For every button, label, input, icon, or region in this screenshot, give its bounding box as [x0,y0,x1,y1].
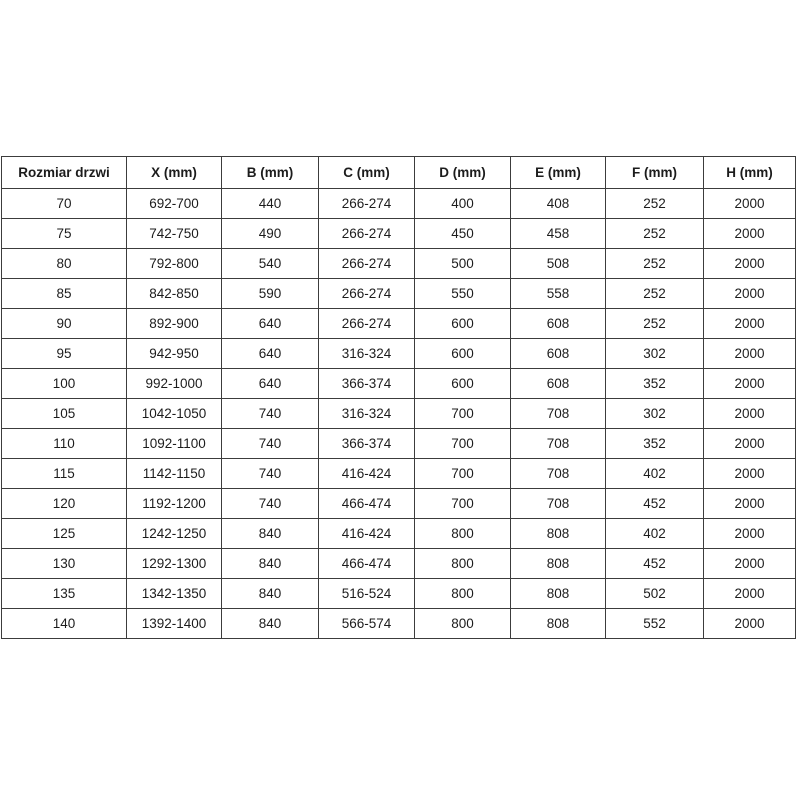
cell-rozmiar-drzwi: 105 [2,399,127,429]
cell-e-mm: 708 [511,489,606,519]
cell-b-mm: 840 [222,549,319,579]
cell-c-mm: 416-424 [319,519,415,549]
cell-x-mm: 992-1000 [127,369,222,399]
cell-d-mm: 800 [415,549,511,579]
cell-d-mm: 450 [415,219,511,249]
cell-d-mm: 500 [415,249,511,279]
cell-x-mm: 1342-1350 [127,579,222,609]
cell-e-mm: 558 [511,279,606,309]
cell-d-mm: 600 [415,369,511,399]
cell-rozmiar-drzwi: 85 [2,279,127,309]
table-row [2,579,796,609]
cell-e-mm: 808 [511,549,606,579]
cell-rozmiar-drzwi: 135 [2,579,127,609]
cell-c-mm: 266-274 [319,219,415,249]
cell-rozmiar-drzwi: 100 [2,369,127,399]
cell-c-mm: 516-524 [319,579,415,609]
cell-c-mm: 416-424 [319,459,415,489]
cell-h-mm: 2000 [704,579,796,609]
cell-h-mm: 2000 [704,189,796,219]
table-row [2,369,796,399]
column-header-b-mm: B (mm) [222,157,319,189]
column-header-d-mm: D (mm) [415,157,511,189]
cell-c-mm: 466-474 [319,549,415,579]
cell-h-mm: 2000 [704,489,796,519]
cell-b-mm: 740 [222,459,319,489]
cell-f-mm: 252 [606,219,704,249]
cell-x-mm: 742-750 [127,219,222,249]
cell-x-mm: 842-850 [127,279,222,309]
table-row [2,189,796,219]
column-header-rozmiar-drzwi: Rozmiar drzwi [2,157,127,189]
cell-f-mm: 452 [606,489,704,519]
cell-x-mm: 1192-1200 [127,489,222,519]
cell-x-mm: 942-950 [127,339,222,369]
cell-f-mm: 252 [606,189,704,219]
cell-x-mm: 1092-1100 [127,429,222,459]
cell-d-mm: 700 [415,429,511,459]
cell-e-mm: 808 [511,579,606,609]
cell-h-mm: 2000 [704,339,796,369]
table-row [2,219,796,249]
cell-e-mm: 608 [511,339,606,369]
cell-e-mm: 508 [511,249,606,279]
header-row [2,157,796,189]
cell-f-mm: 252 [606,249,704,279]
cell-h-mm: 2000 [704,519,796,549]
cell-b-mm: 540 [222,249,319,279]
cell-f-mm: 352 [606,369,704,399]
cell-x-mm: 1242-1250 [127,519,222,549]
cell-rozmiar-drzwi: 120 [2,489,127,519]
cell-c-mm: 366-374 [319,369,415,399]
cell-c-mm: 266-274 [319,279,415,309]
cell-x-mm: 692-700 [127,189,222,219]
cell-b-mm: 740 [222,399,319,429]
table-row [2,279,796,309]
cell-f-mm: 302 [606,399,704,429]
cell-f-mm: 502 [606,579,704,609]
cell-e-mm: 608 [511,369,606,399]
cell-h-mm: 2000 [704,549,796,579]
cell-x-mm: 892-900 [127,309,222,339]
cell-b-mm: 740 [222,489,319,519]
cell-rozmiar-drzwi: 130 [2,549,127,579]
cell-d-mm: 600 [415,309,511,339]
cell-b-mm: 840 [222,609,319,639]
cell-b-mm: 490 [222,219,319,249]
cell-x-mm: 792-800 [127,249,222,279]
cell-b-mm: 840 [222,519,319,549]
cell-h-mm: 2000 [704,309,796,339]
cell-c-mm: 366-374 [319,429,415,459]
cell-x-mm: 1392-1400 [127,609,222,639]
table-body [2,189,796,639]
cell-f-mm: 252 [606,309,704,339]
cell-f-mm: 402 [606,459,704,489]
table-row [2,249,796,279]
cell-h-mm: 2000 [704,609,796,639]
cell-f-mm: 352 [606,429,704,459]
cell-d-mm: 600 [415,339,511,369]
table-row [2,549,796,579]
cell-b-mm: 640 [222,339,319,369]
cell-e-mm: 458 [511,219,606,249]
table-row [2,519,796,549]
cell-rozmiar-drzwi: 110 [2,429,127,459]
cell-x-mm: 1292-1300 [127,549,222,579]
cell-rozmiar-drzwi: 75 [2,219,127,249]
table-row [2,459,796,489]
cell-c-mm: 266-274 [319,249,415,279]
cell-rozmiar-drzwi: 125 [2,519,127,549]
cell-c-mm: 316-324 [319,339,415,369]
table-row [2,609,796,639]
cell-c-mm: 266-274 [319,309,415,339]
cell-c-mm: 316-324 [319,399,415,429]
cell-c-mm: 266-274 [319,189,415,219]
cell-f-mm: 452 [606,549,704,579]
table-row [2,489,796,519]
cell-rozmiar-drzwi: 95 [2,339,127,369]
cell-e-mm: 408 [511,189,606,219]
cell-x-mm: 1042-1050 [127,399,222,429]
column-header-f-mm: F (mm) [606,157,704,189]
cell-e-mm: 808 [511,519,606,549]
cell-h-mm: 2000 [704,279,796,309]
table-row [2,309,796,339]
cell-rozmiar-drzwi: 70 [2,189,127,219]
cell-e-mm: 708 [511,429,606,459]
cell-c-mm: 466-474 [319,489,415,519]
cell-e-mm: 808 [511,609,606,639]
cell-d-mm: 800 [415,579,511,609]
table-row [2,429,796,459]
cell-h-mm: 2000 [704,429,796,459]
cell-e-mm: 608 [511,309,606,339]
cell-d-mm: 550 [415,279,511,309]
cell-h-mm: 2000 [704,459,796,489]
cell-f-mm: 552 [606,609,704,639]
cell-f-mm: 302 [606,339,704,369]
door-size-table [1,156,796,639]
cell-b-mm: 590 [222,279,319,309]
cell-c-mm: 566-574 [319,609,415,639]
cell-d-mm: 700 [415,399,511,429]
cell-e-mm: 708 [511,399,606,429]
column-header-e-mm: E (mm) [511,157,606,189]
cell-b-mm: 840 [222,579,319,609]
cell-b-mm: 440 [222,189,319,219]
cell-d-mm: 800 [415,609,511,639]
cell-rozmiar-drzwi: 115 [2,459,127,489]
cell-f-mm: 402 [606,519,704,549]
cell-h-mm: 2000 [704,399,796,429]
table-row [2,399,796,429]
cell-b-mm: 640 [222,309,319,339]
cell-d-mm: 400 [415,189,511,219]
cell-h-mm: 2000 [704,369,796,399]
column-header-c-mm: C (mm) [319,157,415,189]
cell-d-mm: 700 [415,489,511,519]
cell-d-mm: 700 [415,459,511,489]
cell-h-mm: 2000 [704,249,796,279]
cell-e-mm: 708 [511,459,606,489]
cell-rozmiar-drzwi: 140 [2,609,127,639]
cell-d-mm: 800 [415,519,511,549]
column-header-x-mm: X (mm) [127,157,222,189]
cell-b-mm: 640 [222,369,319,399]
column-header-h-mm: H (mm) [704,157,796,189]
cell-f-mm: 252 [606,279,704,309]
cell-h-mm: 2000 [704,219,796,249]
cell-rozmiar-drzwi: 80 [2,249,127,279]
cell-b-mm: 740 [222,429,319,459]
cell-x-mm: 1142-1150 [127,459,222,489]
table-row [2,339,796,369]
cell-rozmiar-drzwi: 90 [2,309,127,339]
